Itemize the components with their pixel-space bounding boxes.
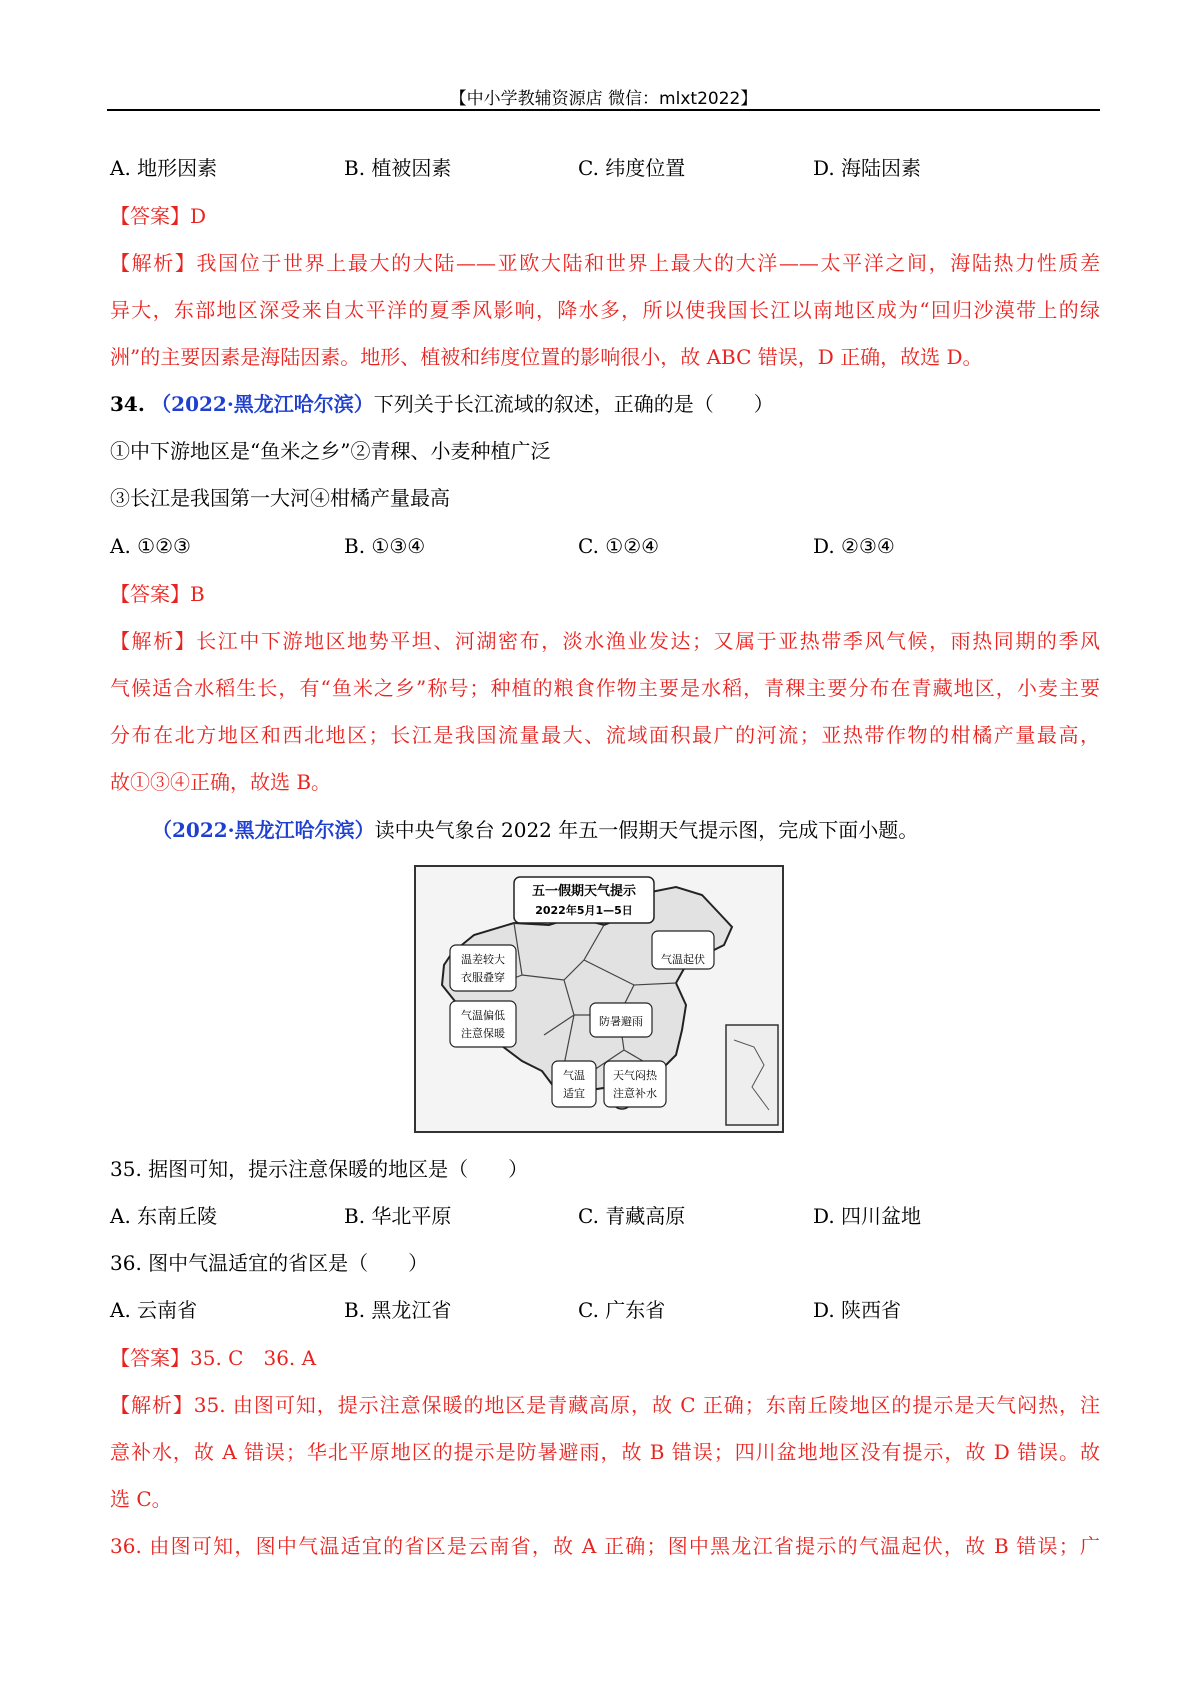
q34-option-d: D. ②③④ xyxy=(813,534,895,558)
q34-statement: ③长江是我国第一大河④柑橘产量最高 xyxy=(110,486,450,510)
label-north-china: 防暑避雨 xyxy=(599,1015,643,1028)
label-southeast-2: 注意补水 xyxy=(613,1087,657,1100)
q34-statement: ①中下游地区是“鱼米之乡”②青稞、小麦种植广泛 xyxy=(110,439,551,463)
q34-analysis-line: 【解析】长江中下游地区地势平坦、河湖密布，淡水渔业发达；又属于亚热带季风气候，雨热同期的季风 xyxy=(110,629,1100,653)
group-source: （2022·黑龙江哈尔滨） xyxy=(152,818,375,842)
page-header: 【中小学教辅资源店 微信：mlxt2022】 xyxy=(449,89,758,109)
q33-analysis-line: 洲”的主要因素是海陆因素。地形、植被和纬度位置的影响很小，故 ABC 错误，D 正确，故选 D。 xyxy=(110,345,983,369)
header-divider xyxy=(107,109,1100,111)
weather-map-figure xyxy=(414,865,784,1133)
q34-analysis-line: 气候适合水稻生长，有“鱼米之乡”称号；种植的粮食作物主要是水稻，青稞主要分布在青藏地区，小麦主要 xyxy=(110,676,1100,700)
label-tibet-1: 气温偏低 xyxy=(461,1009,505,1022)
label-northeast: 气温起伏 xyxy=(661,953,705,966)
q35-36-analysis-line: 选 C。 xyxy=(110,1487,172,1511)
q35-36-analysis-line: 【解析】35. 由图可知，提示注意保暖的地区是青藏高原，故 C 正确；东南丘陵地区的提示是天气闷热，注 xyxy=(110,1393,1100,1417)
q34-question xyxy=(110,391,774,417)
group-stem: 读中央气象台 2022 年五一假期天气提示图，完成下面小题。 xyxy=(374,818,919,842)
q33-option-c: C. 纬度位置 xyxy=(578,156,686,180)
q33-option-d: D. 海陆因素 xyxy=(813,156,922,180)
south-sea-inset xyxy=(726,1025,778,1125)
label-yunnan-2: 适宜 xyxy=(563,1087,585,1100)
label-box-tibet xyxy=(450,1001,516,1047)
q33-answer: 【答案】D xyxy=(110,204,207,228)
map-date: 2022年5月1—5日 xyxy=(535,904,633,917)
q34-stem: 下列关于长江流域的叙述，正确的是（ ） xyxy=(373,392,774,416)
map-title: 五一假期天气提示 xyxy=(531,884,637,899)
q34-option-c: C. ①②④ xyxy=(578,534,660,558)
q34-number: 34. xyxy=(110,392,145,416)
q36-stem: 36. 图中气温适宜的省区是（ ） xyxy=(110,1251,429,1275)
q35-stem: 35. 据图可知，提示注意保暖的地区是（ ） xyxy=(110,1157,529,1181)
q35-36-analysis-line: 36. 由图可知，图中气温适宜的省区是云南省，故 A 正确；图中黑龙江省提示的气温起伏，故 B 错误；广 xyxy=(110,1534,1100,1558)
q34-source: （2022·黑龙江哈尔滨） xyxy=(151,392,374,416)
group-intro xyxy=(152,817,918,843)
q34-analysis-line: 分布在北方地区和西北地区；长江是我国流量最大、流域面积最广的河流；亚热带作物的柑橘产量最高， xyxy=(110,723,1100,747)
q35-option-c: C. 青藏高原 xyxy=(578,1204,686,1228)
q33-analysis-line: 异大，东部地区深受来自太平洋的夏季风影响，降水多，所以使我国长江以南地区成为“回归沙漠带上的绿 xyxy=(110,298,1100,322)
q33-option-b: B. 植被因素 xyxy=(344,156,452,180)
label-box-northwest xyxy=(450,945,516,991)
q34-option-b: B. ①③④ xyxy=(344,534,426,558)
label-northwest-1: 温差较大 xyxy=(461,953,505,966)
label-northwest-2: 衣服叠穿 xyxy=(461,971,505,984)
q36-option-d: D. 陕西省 xyxy=(813,1298,902,1322)
label-yunnan-1: 气温 xyxy=(563,1069,585,1082)
q36-option-a: A. 云南省 xyxy=(110,1298,198,1322)
q34-analysis-line: 故①③④正确，故选 B。 xyxy=(110,770,332,794)
q35-36-analysis-line: 意补水，故 A 错误；华北平原地区的提示是防暑避雨，故 B 错误；四川盆地地区没有提示，故 D 错误。故 xyxy=(110,1440,1100,1464)
label-box-yunnan xyxy=(552,1061,596,1107)
q34-answer: 【答案】B xyxy=(110,582,205,606)
label-southeast-1: 天气闷热 xyxy=(613,1069,657,1082)
q36-option-b: B. 黑龙江省 xyxy=(344,1298,452,1322)
q34-option-a: A. ①②③ xyxy=(110,534,191,558)
q33-option-a: A. 地形因素 xyxy=(110,156,218,180)
label-box-southeast xyxy=(604,1061,666,1107)
q35-option-b: B. 华北平原 xyxy=(344,1204,452,1228)
q35-option-d: D. 四川盆地 xyxy=(813,1204,922,1228)
q33-analysis-line: 【解析】我国位于世界上最大的大陆——亚欧大陆和世界上最大的大洋——太平洋之间，海陆热力性质差 xyxy=(110,251,1100,275)
q35-option-a: A. 东南丘陵 xyxy=(110,1204,218,1228)
q36-option-c: C. 广东省 xyxy=(578,1298,666,1322)
q35-36-answer: 【答案】35. C 36. A xyxy=(110,1346,317,1370)
label-tibet-2: 注意保暖 xyxy=(461,1027,505,1040)
